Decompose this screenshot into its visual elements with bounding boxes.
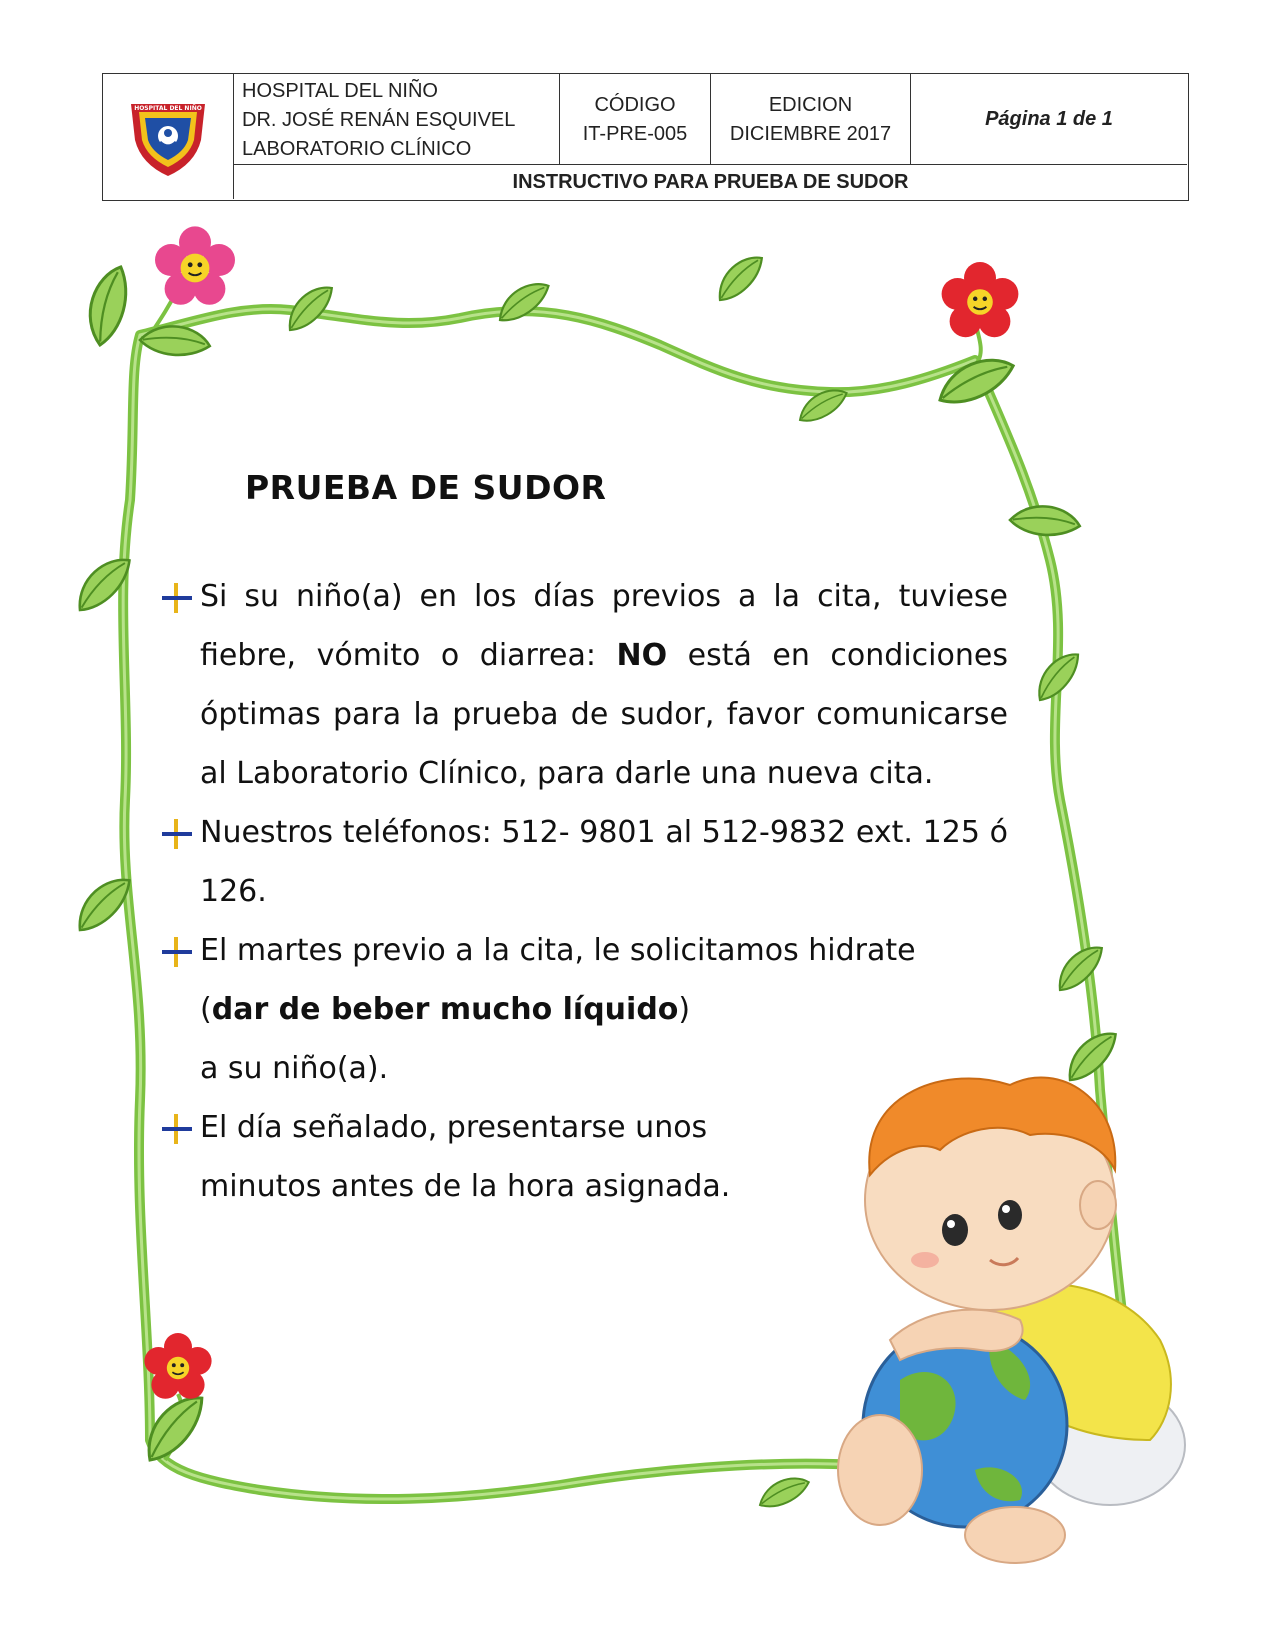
code-value: IT-PRE-005 <box>582 123 688 145</box>
item-1-bold: NO <box>616 638 668 673</box>
item-3-paren-open: ( <box>200 992 212 1027</box>
edition-label: EDICION <box>768 94 853 116</box>
list-item <box>160 803 1008 921</box>
document-title: INSTRUCTIVO PARA PRUEBA DE SUDOR <box>234 164 1187 199</box>
plus-bullet-icon <box>160 1112 194 1146</box>
item-4-line-2: minutos antes de la hora asignada. <box>200 1169 731 1204</box>
item-2-text: Nuestros teléfonos: 512- 9801 al 512-9832 ext. 125 ó 126. <box>200 815 1008 909</box>
item-1-text-b: está en condiciones óptimas para la prueba de sudor, favor comunicarse al Laboratorio Clínico, para darle una nueva cita. <box>200 638 1008 791</box>
instructions-list <box>160 567 1008 1216</box>
page-title: PRUEBA DE SUDOR <box>245 468 607 507</box>
item-3-text-b: a su niño(a). <box>200 1051 389 1086</box>
plus-bullet-icon <box>160 935 194 969</box>
institution-line-2: DR. JOSÉ RENÁN ESQUIVEL <box>242 109 516 131</box>
institution-line-1: HOSPITAL DEL NIÑO <box>242 80 438 102</box>
edition-value: DICIEMBRE 2017 <box>729 123 892 145</box>
item-1-text-a: Si su niño(a) en los días previos a la cita, tuviese fiebre, vómito o diarrea: <box>200 579 1008 673</box>
item-3-paren-close: ) <box>678 992 691 1027</box>
item-4-line-1: El día señalado, presentarse unos <box>200 1110 708 1145</box>
item-3-bold: dar de beber mucho líquido <box>211 992 679 1027</box>
svg-text:HOSPITAL DEL NIÑO: HOSPITAL DEL NIÑO <box>134 104 202 112</box>
list-item <box>160 921 1008 1098</box>
list-item <box>160 1098 1008 1216</box>
page-number: Página 1 de 1 <box>985 107 1113 130</box>
item-3-text-a: El martes previo a la cita, le solicitamos hidrate <box>200 933 916 968</box>
plus-bullet-icon <box>160 817 194 851</box>
list-item <box>160 567 1008 803</box>
plus-bullet-icon <box>160 581 194 615</box>
institution-line-3: LABORATORIO CLÍNICO <box>242 138 472 160</box>
code-label: CÓDIGO <box>594 94 676 116</box>
